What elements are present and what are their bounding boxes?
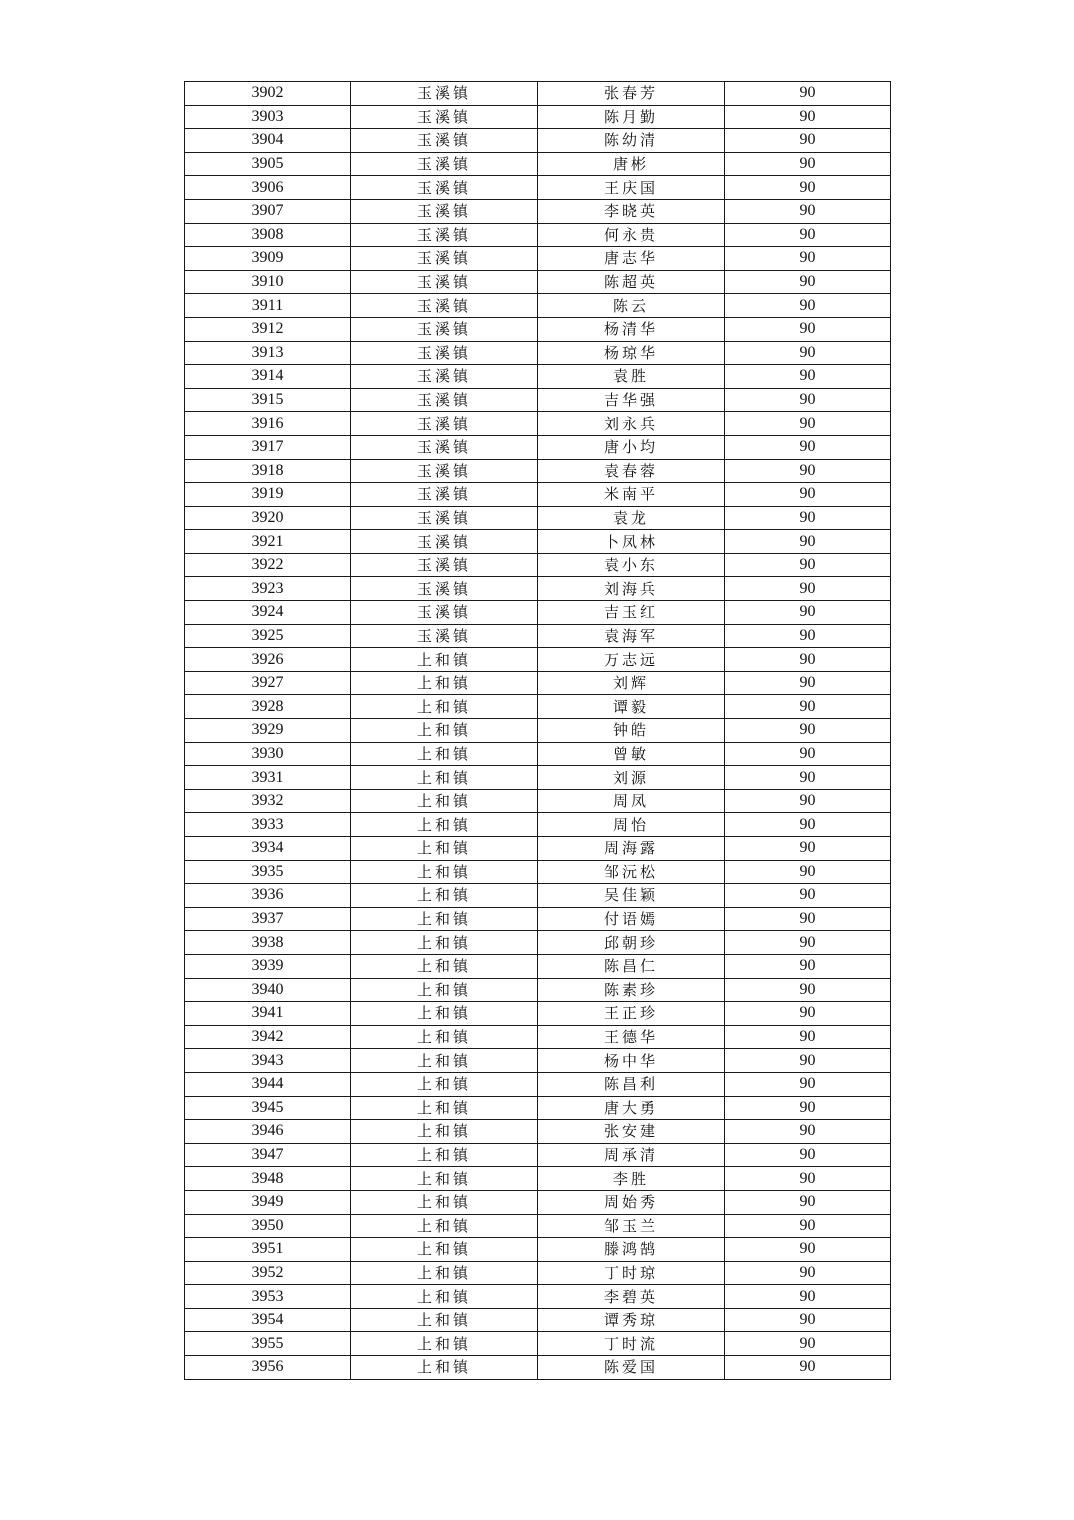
- table-row: [185, 837, 891, 861]
- serial-number-cell: 3919: [185, 483, 351, 507]
- score-cell: 90: [725, 105, 891, 129]
- roster-table-body: [185, 82, 891, 1380]
- score-cell: 90: [725, 1261, 891, 1285]
- score-cell: 90: [725, 884, 891, 908]
- town-cell: 玉溪镇: [351, 129, 538, 153]
- table-row: [185, 1049, 891, 1073]
- person-name-cell: 袁胜: [538, 365, 725, 389]
- table-row: [185, 1025, 891, 1049]
- person-name-cell: 唐志华: [538, 247, 725, 271]
- town-cell: 上和镇: [351, 648, 538, 672]
- person-name-cell: 李碧英: [538, 1285, 725, 1309]
- score-cell: 90: [725, 1238, 891, 1262]
- serial-number-cell: 3933: [185, 813, 351, 837]
- town-cell: 上和镇: [351, 719, 538, 743]
- serial-number-cell: 3945: [185, 1096, 351, 1120]
- table-row: [185, 789, 891, 813]
- serial-number-cell: 3941: [185, 1002, 351, 1026]
- person-name-cell: 陈昌仁: [538, 954, 725, 978]
- person-name-cell: 邹沅松: [538, 860, 725, 884]
- person-name-cell: 陈超英: [538, 270, 725, 294]
- serial-number-cell: 3937: [185, 907, 351, 931]
- score-cell: 90: [725, 1167, 891, 1191]
- table-row: [185, 435, 891, 459]
- serial-number-cell: 3952: [185, 1261, 351, 1285]
- town-cell: 上和镇: [351, 1167, 538, 1191]
- town-cell: 上和镇: [351, 1190, 538, 1214]
- table-row: [185, 954, 891, 978]
- serial-number-cell: 3925: [185, 624, 351, 648]
- town-cell: 上和镇: [351, 978, 538, 1002]
- table-row: [185, 483, 891, 507]
- table-row: [185, 553, 891, 577]
- serial-number-cell: 3918: [185, 459, 351, 483]
- score-cell: 90: [725, 789, 891, 813]
- serial-number-cell: 3921: [185, 530, 351, 554]
- town-cell: 上和镇: [351, 860, 538, 884]
- serial-number-cell: 3920: [185, 506, 351, 530]
- person-name-cell: 李胜: [538, 1167, 725, 1191]
- town-cell: 玉溪镇: [351, 82, 538, 106]
- town-cell: 玉溪镇: [351, 624, 538, 648]
- score-cell: 90: [725, 294, 891, 318]
- table-row: [185, 152, 891, 176]
- table-row: [185, 1285, 891, 1309]
- score-cell: 90: [725, 1002, 891, 1026]
- person-name-cell: 周承清: [538, 1143, 725, 1167]
- table-row: [185, 624, 891, 648]
- table-row: [185, 931, 891, 955]
- town-cell: 上和镇: [351, 1025, 538, 1049]
- serial-number-cell: 3955: [185, 1332, 351, 1356]
- score-cell: 90: [725, 671, 891, 695]
- serial-number-cell: 3942: [185, 1025, 351, 1049]
- person-name-cell: 唐大勇: [538, 1096, 725, 1120]
- town-cell: 玉溪镇: [351, 388, 538, 412]
- serial-number-cell: 3944: [185, 1072, 351, 1096]
- serial-number-cell: 3943: [185, 1049, 351, 1073]
- score-cell: 90: [725, 530, 891, 554]
- serial-number-cell: 3932: [185, 789, 351, 813]
- serial-number-cell: 3951: [185, 1238, 351, 1262]
- score-cell: 90: [725, 860, 891, 884]
- person-name-cell: 刘辉: [538, 671, 725, 695]
- score-cell: 90: [725, 719, 891, 743]
- town-cell: 上和镇: [351, 1120, 538, 1144]
- table-row: [185, 1356, 891, 1380]
- table-row: [185, 317, 891, 341]
- person-name-cell: 周怡: [538, 813, 725, 837]
- serial-number-cell: 3950: [185, 1214, 351, 1238]
- table-row: [185, 199, 891, 223]
- person-name-cell: 王庆国: [538, 176, 725, 200]
- score-cell: 90: [725, 1190, 891, 1214]
- person-name-cell: 杨琼华: [538, 341, 725, 365]
- score-cell: 90: [725, 1072, 891, 1096]
- person-name-cell: 钟皓: [538, 719, 725, 743]
- person-name-cell: 吴佳颖: [538, 884, 725, 908]
- serial-number-cell: 3916: [185, 412, 351, 436]
- score-cell: 90: [725, 1049, 891, 1073]
- table-row: [185, 719, 891, 743]
- serial-number-cell: 3949: [185, 1190, 351, 1214]
- table-row: [185, 1308, 891, 1332]
- table-row: [185, 105, 891, 129]
- table-row: [185, 648, 891, 672]
- score-cell: 90: [725, 601, 891, 625]
- town-cell: 上和镇: [351, 931, 538, 955]
- score-cell: 90: [725, 435, 891, 459]
- table-row: [185, 388, 891, 412]
- serial-number-cell: 3914: [185, 365, 351, 389]
- score-cell: 90: [725, 954, 891, 978]
- town-cell: 玉溪镇: [351, 341, 538, 365]
- town-cell: 上和镇: [351, 813, 538, 837]
- table-row: [185, 129, 891, 153]
- table-row: [185, 223, 891, 247]
- table-row: [185, 978, 891, 1002]
- town-cell: 玉溪镇: [351, 506, 538, 530]
- serial-number-cell: 3924: [185, 601, 351, 625]
- person-name-cell: 袁小东: [538, 553, 725, 577]
- table-row: [185, 459, 891, 483]
- person-name-cell: 刘海兵: [538, 577, 725, 601]
- person-name-cell: 米南平: [538, 483, 725, 507]
- person-name-cell: 曾敏: [538, 742, 725, 766]
- person-name-cell: 刘源: [538, 766, 725, 790]
- table-row: [185, 742, 891, 766]
- person-name-cell: 李晓英: [538, 199, 725, 223]
- person-name-cell: 邹玉兰: [538, 1214, 725, 1238]
- score-cell: 90: [725, 1120, 891, 1144]
- serial-number-cell: 3907: [185, 199, 351, 223]
- town-cell: 玉溪镇: [351, 176, 538, 200]
- score-cell: 90: [725, 1214, 891, 1238]
- town-cell: 上和镇: [351, 1214, 538, 1238]
- table-row: [185, 1332, 891, 1356]
- table-row: [185, 176, 891, 200]
- serial-number-cell: 3948: [185, 1167, 351, 1191]
- score-cell: 90: [725, 483, 891, 507]
- table-row: [185, 1190, 891, 1214]
- person-name-cell: 杨中华: [538, 1049, 725, 1073]
- town-cell: 上和镇: [351, 1285, 538, 1309]
- town-cell: 玉溪镇: [351, 577, 538, 601]
- table-row: [185, 671, 891, 695]
- table-row: [185, 907, 891, 931]
- score-cell: 90: [725, 624, 891, 648]
- town-cell: 玉溪镇: [351, 270, 538, 294]
- town-cell: 玉溪镇: [351, 530, 538, 554]
- town-cell: 玉溪镇: [351, 247, 538, 271]
- table-row: [185, 1072, 891, 1096]
- score-cell: 90: [725, 199, 891, 223]
- person-name-cell: 陈幼清: [538, 129, 725, 153]
- town-cell: 玉溪镇: [351, 412, 538, 436]
- table-row: [185, 270, 891, 294]
- town-cell: 上和镇: [351, 742, 538, 766]
- person-name-cell: 邱朝珍: [538, 931, 725, 955]
- score-cell: 90: [725, 506, 891, 530]
- serial-number-cell: 3956: [185, 1356, 351, 1380]
- table-row: [185, 1120, 891, 1144]
- score-cell: 90: [725, 247, 891, 271]
- score-cell: 90: [725, 907, 891, 931]
- score-cell: 90: [725, 388, 891, 412]
- town-cell: 上和镇: [351, 1308, 538, 1332]
- serial-number-cell: 3910: [185, 270, 351, 294]
- serial-number-cell: 3922: [185, 553, 351, 577]
- score-cell: 90: [725, 1143, 891, 1167]
- table-row: [185, 506, 891, 530]
- town-cell: 上和镇: [351, 1238, 538, 1262]
- serial-number-cell: 3915: [185, 388, 351, 412]
- table-row: [185, 530, 891, 554]
- person-name-cell: 王正珍: [538, 1002, 725, 1026]
- town-cell: 玉溪镇: [351, 553, 538, 577]
- town-cell: 玉溪镇: [351, 199, 538, 223]
- serial-number-cell: 3913: [185, 341, 351, 365]
- serial-number-cell: 3902: [185, 82, 351, 106]
- table-row: [185, 695, 891, 719]
- town-cell: 上和镇: [351, 766, 538, 790]
- score-cell: 90: [725, 1285, 891, 1309]
- serial-number-cell: 3912: [185, 317, 351, 341]
- score-cell: 90: [725, 695, 891, 719]
- person-name-cell: 吉玉红: [538, 601, 725, 625]
- score-cell: 90: [725, 412, 891, 436]
- table-row: [185, 412, 891, 436]
- serial-number-cell: 3946: [185, 1120, 351, 1144]
- score-cell: 90: [725, 577, 891, 601]
- serial-number-cell: 3923: [185, 577, 351, 601]
- table-row: [185, 813, 891, 837]
- person-name-cell: 袁龙: [538, 506, 725, 530]
- score-cell: 90: [725, 176, 891, 200]
- person-name-cell: 陈爱国: [538, 1356, 725, 1380]
- person-name-cell: 谭秀琼: [538, 1308, 725, 1332]
- serial-number-cell: 3953: [185, 1285, 351, 1309]
- score-cell: 90: [725, 978, 891, 1002]
- serial-number-cell: 3906: [185, 176, 351, 200]
- person-name-cell: 吉华强: [538, 388, 725, 412]
- score-cell: 90: [725, 553, 891, 577]
- town-cell: 玉溪镇: [351, 483, 538, 507]
- person-name-cell: 唐小均: [538, 435, 725, 459]
- person-name-cell: 周凤: [538, 789, 725, 813]
- person-name-cell: 陈月勤: [538, 105, 725, 129]
- town-cell: 上和镇: [351, 837, 538, 861]
- serial-number-cell: 3927: [185, 671, 351, 695]
- table-row: [185, 247, 891, 271]
- person-name-cell: 张安建: [538, 1120, 725, 1144]
- table-row: [185, 294, 891, 318]
- serial-number-cell: 3917: [185, 435, 351, 459]
- score-cell: 90: [725, 742, 891, 766]
- score-cell: 90: [725, 152, 891, 176]
- table-row: [185, 1143, 891, 1167]
- score-cell: 90: [725, 317, 891, 341]
- score-cell: 90: [725, 1096, 891, 1120]
- score-cell: 90: [725, 813, 891, 837]
- town-cell: 上和镇: [351, 695, 538, 719]
- town-cell: 上和镇: [351, 1096, 538, 1120]
- table-row: [185, 577, 891, 601]
- score-cell: 90: [725, 223, 891, 247]
- serial-number-cell: 3929: [185, 719, 351, 743]
- score-cell: 90: [725, 648, 891, 672]
- person-name-cell: 谭毅: [538, 695, 725, 719]
- person-name-cell: 陈素珍: [538, 978, 725, 1002]
- person-name-cell: 唐彬: [538, 152, 725, 176]
- person-name-cell: 周海露: [538, 837, 725, 861]
- town-cell: 玉溪镇: [351, 317, 538, 341]
- score-cell: 90: [725, 365, 891, 389]
- town-cell: 上和镇: [351, 1049, 538, 1073]
- serial-number-cell: 3934: [185, 837, 351, 861]
- person-name-cell: 袁春蓉: [538, 459, 725, 483]
- serial-number-cell: 3947: [185, 1143, 351, 1167]
- town-cell: 上和镇: [351, 1332, 538, 1356]
- town-cell: 玉溪镇: [351, 223, 538, 247]
- serial-number-cell: 3926: [185, 648, 351, 672]
- table-row: [185, 1238, 891, 1262]
- table-row: [185, 1096, 891, 1120]
- serial-number-cell: 3954: [185, 1308, 351, 1332]
- person-name-cell: 滕鸿鹄: [538, 1238, 725, 1262]
- town-cell: 上和镇: [351, 884, 538, 908]
- score-cell: 90: [725, 837, 891, 861]
- serial-number-cell: 3939: [185, 954, 351, 978]
- town-cell: 玉溪镇: [351, 459, 538, 483]
- score-cell: 90: [725, 459, 891, 483]
- person-name-cell: 何永贵: [538, 223, 725, 247]
- table-row: [185, 601, 891, 625]
- score-cell: 90: [725, 931, 891, 955]
- serial-number-cell: 3938: [185, 931, 351, 955]
- town-cell: 玉溪镇: [351, 365, 538, 389]
- score-cell: 90: [725, 1025, 891, 1049]
- score-cell: 90: [725, 341, 891, 365]
- town-cell: 上和镇: [351, 1143, 538, 1167]
- person-name-cell: 杨清华: [538, 317, 725, 341]
- score-cell: 90: [725, 1308, 891, 1332]
- table-row: [185, 82, 891, 106]
- serial-number-cell: 3908: [185, 223, 351, 247]
- person-name-cell: 丁时琼: [538, 1261, 725, 1285]
- person-name-cell: 刘永兵: [538, 412, 725, 436]
- person-name-cell: 万志远: [538, 648, 725, 672]
- person-name-cell: 陈昌利: [538, 1072, 725, 1096]
- table-row: [185, 1214, 891, 1238]
- roster-table: [184, 81, 891, 1380]
- person-name-cell: 王德华: [538, 1025, 725, 1049]
- score-cell: 90: [725, 129, 891, 153]
- person-name-cell: 张春芳: [538, 82, 725, 106]
- town-cell: 玉溪镇: [351, 435, 538, 459]
- town-cell: 上和镇: [351, 954, 538, 978]
- table-row: [185, 860, 891, 884]
- serial-number-cell: 3936: [185, 884, 351, 908]
- table-row: [185, 884, 891, 908]
- table-row: [185, 1002, 891, 1026]
- score-cell: 90: [725, 1332, 891, 1356]
- table-row: [185, 365, 891, 389]
- table-row: [185, 1167, 891, 1191]
- town-cell: 玉溪镇: [351, 152, 538, 176]
- town-cell: 上和镇: [351, 671, 538, 695]
- serial-number-cell: 3928: [185, 695, 351, 719]
- person-name-cell: 卜凤林: [538, 530, 725, 554]
- town-cell: 上和镇: [351, 1002, 538, 1026]
- town-cell: 玉溪镇: [351, 294, 538, 318]
- town-cell: 玉溪镇: [351, 105, 538, 129]
- table-row: [185, 1261, 891, 1285]
- serial-number-cell: 3905: [185, 152, 351, 176]
- town-cell: 玉溪镇: [351, 601, 538, 625]
- person-name-cell: 丁时流: [538, 1332, 725, 1356]
- town-cell: 上和镇: [351, 1356, 538, 1380]
- score-cell: 90: [725, 82, 891, 106]
- person-name-cell: 周始秀: [538, 1190, 725, 1214]
- town-cell: 上和镇: [351, 1261, 538, 1285]
- serial-number-cell: 3904: [185, 129, 351, 153]
- person-name-cell: 陈云: [538, 294, 725, 318]
- town-cell: 上和镇: [351, 1072, 538, 1096]
- table-row: [185, 341, 891, 365]
- table-row: [185, 766, 891, 790]
- serial-number-cell: 3903: [185, 105, 351, 129]
- score-cell: 90: [725, 1356, 891, 1380]
- serial-number-cell: 3935: [185, 860, 351, 884]
- score-cell: 90: [725, 270, 891, 294]
- person-name-cell: 付语嫣: [538, 907, 725, 931]
- serial-number-cell: 3909: [185, 247, 351, 271]
- town-cell: 上和镇: [351, 907, 538, 931]
- town-cell: 上和镇: [351, 789, 538, 813]
- serial-number-cell: 3911: [185, 294, 351, 318]
- score-cell: 90: [725, 766, 891, 790]
- person-name-cell: 袁海军: [538, 624, 725, 648]
- serial-number-cell: 3930: [185, 742, 351, 766]
- serial-number-cell: 3940: [185, 978, 351, 1002]
- serial-number-cell: 3931: [185, 766, 351, 790]
